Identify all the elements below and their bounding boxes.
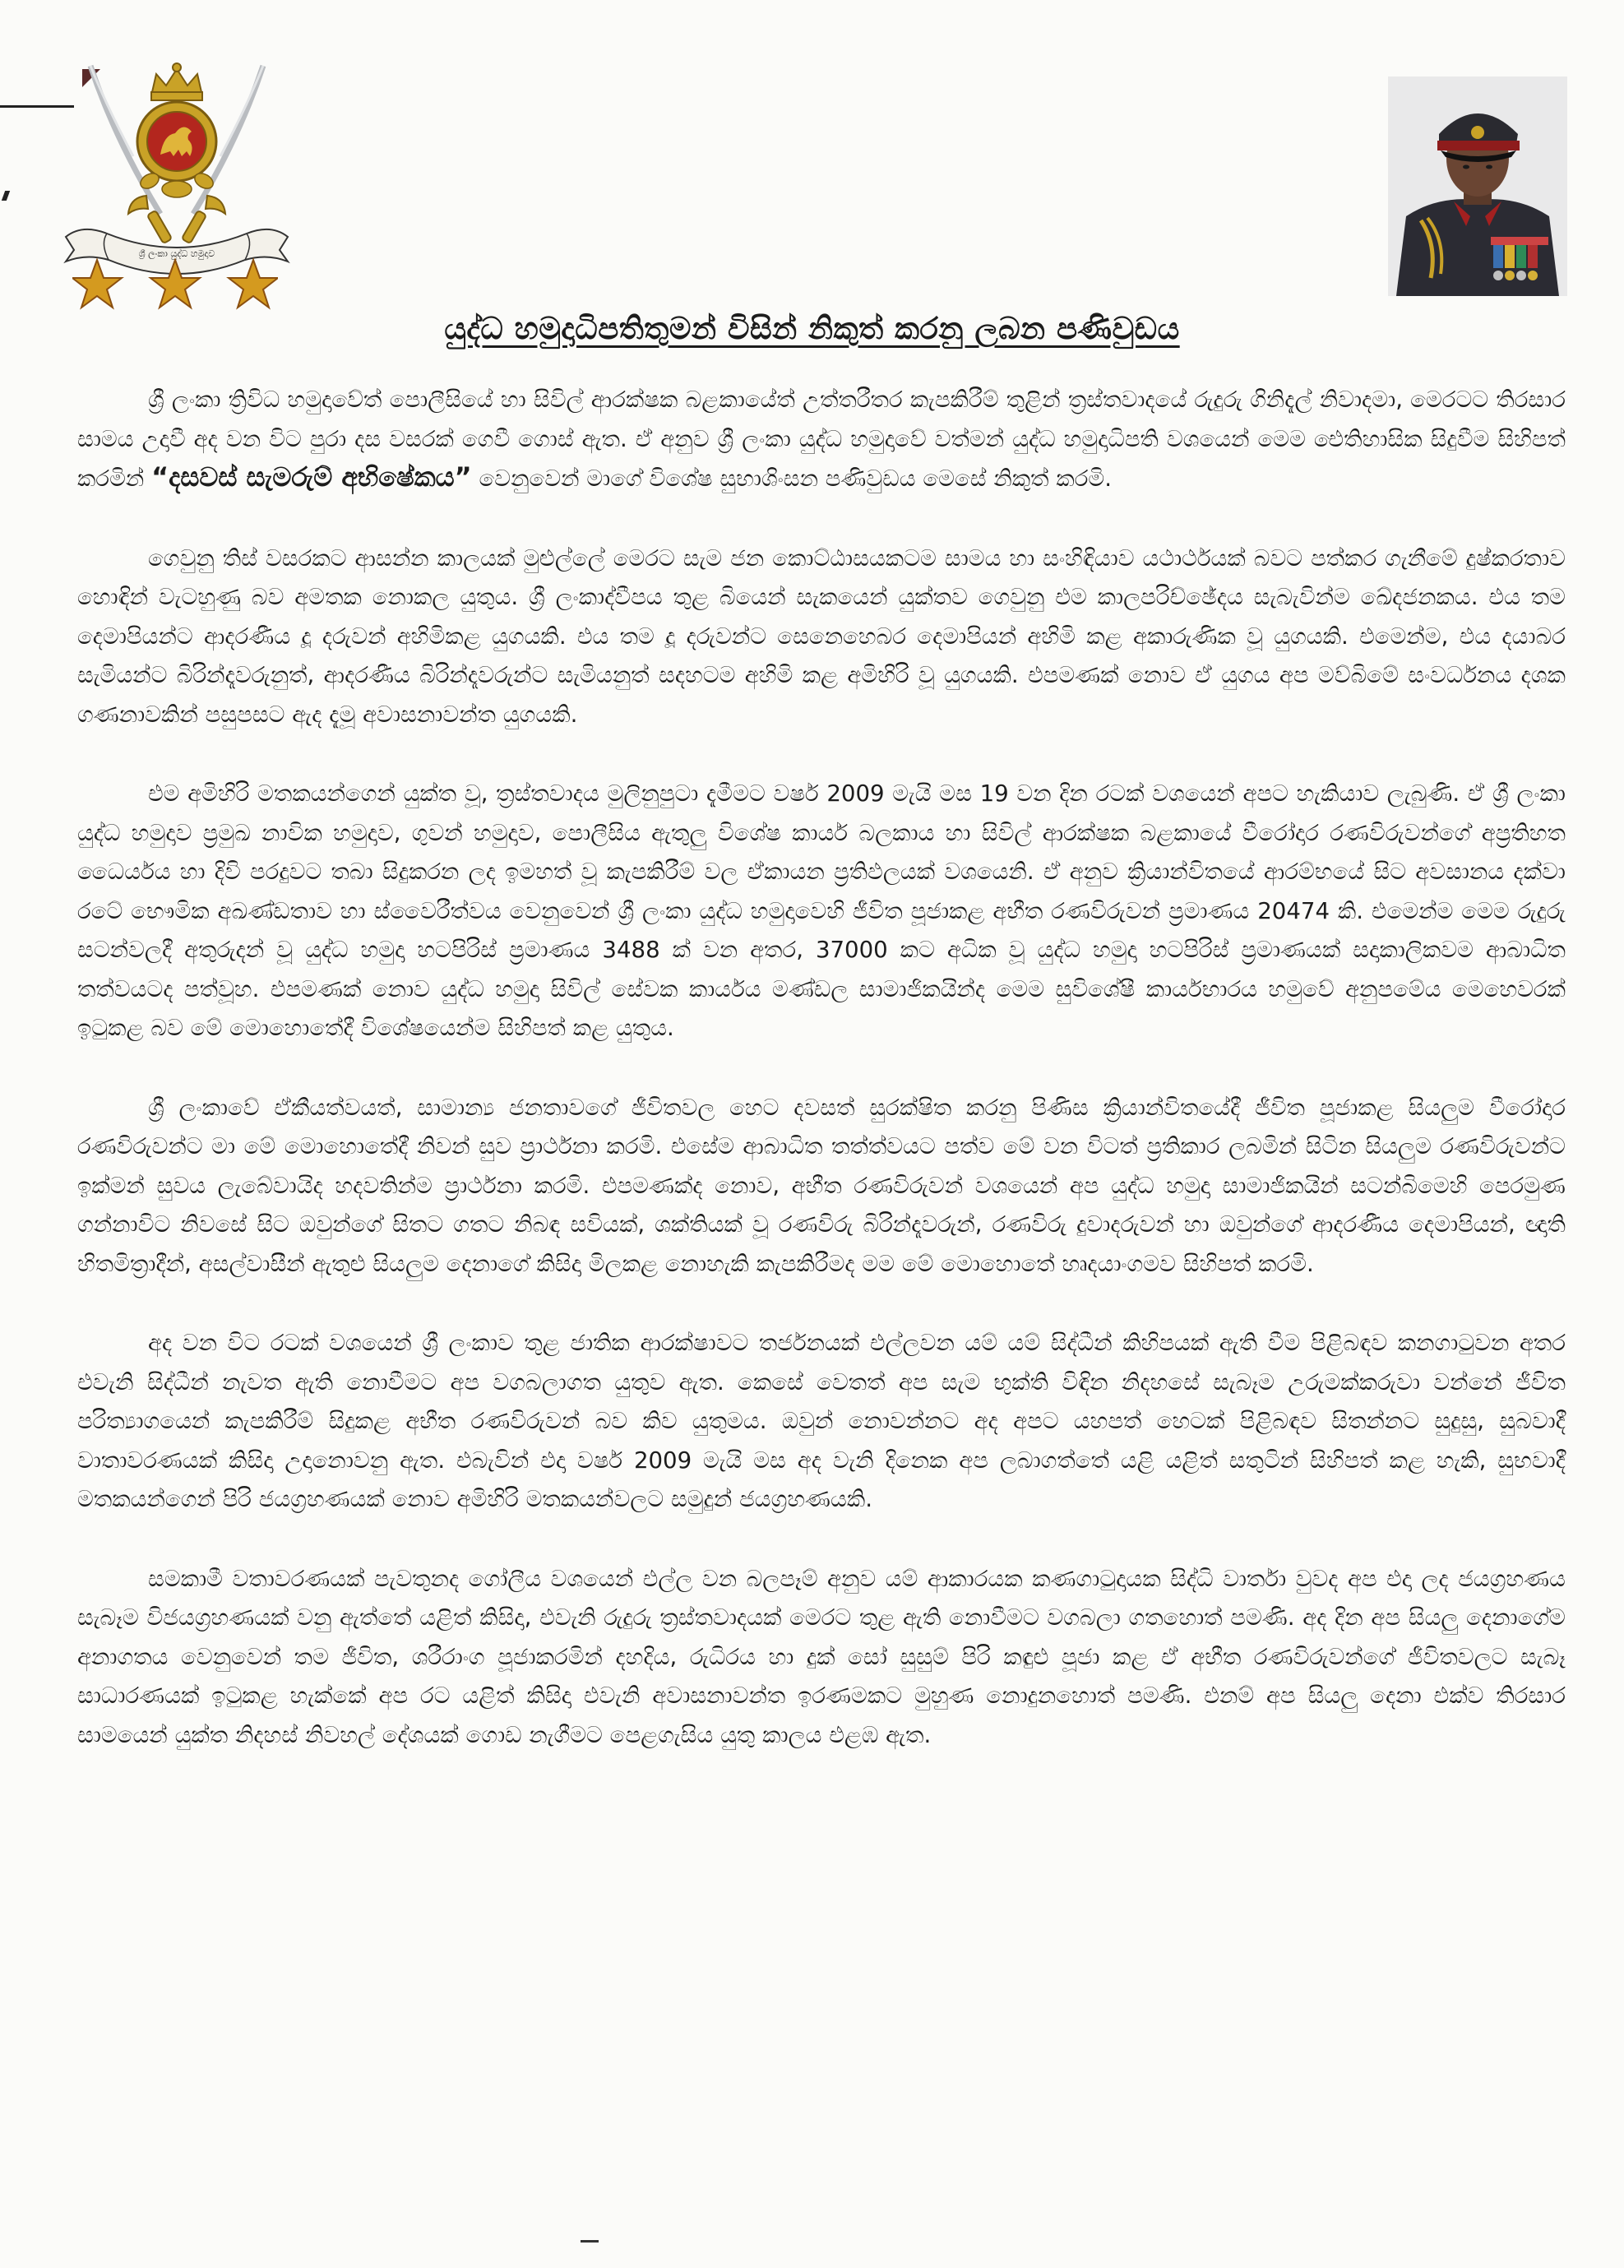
paragraph-6: සමකාමී වතාවරණයක් පැවතුනද ගෝලීය වශයෙන් එල්ල වන බලපෑම් අනුව යම් ආකාරයක කණගාටුදායක සිද්ධි වාර්තා වුවද අප එදා ලද ජයග්‍රහණය සැබෑම විජයග්‍රහණයක් වනු ඇත්තේ යළිත් කිසිදා, එවැනි රුදුරු ත්‍රස්තවාදයක් මෙරට තුළ ඇති නොවීමට වගබලා ගතහොත් පමණි. අද දින අප සියලු දෙනාගේම අනාගතය වෙනුවෙන් තම ජීවිත, ශරීරාංග පූජාකරමින් දහදිය, රුධිරය හා දුක් සෝ සුසුම් පිරි කඳුළු පූජා කළ ඒ අභීත රණවිරුවන්ගේ ජීවිතවලට සැබෑ සාධාරණයක් ඉටුකළ හැක්කේ අප රට යළිත් කිසිදා එවැනි අවාසනාවන්ත ඉරණමකට මුහුණ නොදුනහොත් පමණි. එනම් අප සියලු දෙනා එක්ව තිරසාර සාමයෙන් යුක්ත නිදහස් නිවහල් දේශයක් ගොඩ නැගීමට පෙළගැසිය යුතු කාලය එළඹ ඇත. <box>77 1564 1566 1748</box>
paragraph-4: ශ්‍රී ලංකාවේ ඒකීයත්වයත්, සාමාන්‍ය ජනතාවගේ ජීවිතවල හෙට දවසත් සුරක්ෂිත කරනු පිණිස ක්‍රියාන්විතයේදී ජීවිත පූජාකළ සියලුම වීරෝදාර රණවිරුවන්ට මා මේ මොහොතේදී නිවන් සුව ප්‍රාර්ථනා කරමි. එසේම ආබාධිත තත්ත්වයට පත්ව මේ වන විටත් ප්‍රතිකාර ලබමින් සිටින සියලුම රණවිරුවන්ට ඉක්මන් සුවය ලැබේවායිද හදවතින්ම ප්‍රාර්ථනා කරමි. එපමණක්ද නොව, අභීත රණවිරුවන් වශයෙන් අප යුද්ධ හමුදා සාමාජිකයින් සටන්බිමෙහි පෙරමුණ ගන්නාවිට නිවසේ සිට ඔවුන්ගේ සිතට ගතට නිබඳ සවියක්, ශක්තියක් වූ රණවිරු බිරින්දෑවරුන්, රණවිරු දුවාදරුවන් හා ඔවුන්ගේ ආදරණීය දෙමාපියන්, ඥාති හිතමිත්‍රාදීන්, අසල්වාසීන් ඇතුළු සියලුම දෙනාගේ කිසිදා මිලකළ නොහැකි කැපකිරීමද මම මේ මොහොතේ හෘදයාංගමව සිහිපත් කරමි. <box>77 1093 1566 1277</box>
commander-portrait-photo <box>1388 76 1567 296</box>
paragraph-1-lead: ශ්‍රී ලංකා ත්‍රිවිධ හමුදාවේත් පොලීසියේ හා සිවිල් ආරක්ෂක බළකායේත් උත්තරීතර කැපකිරීම් තුළින් ත්‍රස්තවාදයේ රුදුරු ගිනිදැල් නිවාදමා, මෙරටට තිරසාර සාමය උදාවී අද වන විට පුරා දස වසරක් ගෙවී ගොස් ඇත. ඒ අනුව ශ්‍රී ලංකා යුද්ධ හමුදාවේ වත්මන් යුද්ධ හමුදාධිපති වශයෙන් මෙම ඓතිහාසික සිදුවීම සිහිපත් කරමින් <box>77 386 1566 492</box>
rank-stars <box>72 255 278 312</box>
paragraph-3: එම අමිහිරි මතකයන්ගෙන් යුක්ත වූ, ත්‍රස්තවාදය මුලිනුපුටා දැමීමට වර්ෂ 2009 මැයි මස 19 වන දින රටක් වශයෙන් අපට හැකියාව ලැබුණි. ඒ ශ්‍රී ලංකා යුද්ධ හමුදාව ප්‍රමුඛ නාවික හමුදාව, ගුවන් හමුදාව, පොලීසිය ඇතුලු විශේෂ කාර්ය බලකාය හා සිවිල් ආරක්ෂක බළකායේ වීරෝදාර රණවිරුවන්ගේ අප්‍රතිහත ධෛර්යය හා දිවි පරදුවට තබා සිදුකරන ලද ඉමහත් වූ කැපකිරීම් වල ඒකායන ප්‍රතිඵලයක් වශයෙනි. ඒ අනුව ක්‍රියාන්විතයේ ආරම්භයේ සිට අවසානය දක්වා රටේ භෞමික අඛණ්ඩතාව හා ස්වෛරීත්වය වෙනුවෙන් ශ්‍රී ලංකා යුද්ධ හමුදාවෙහි ජීවිත පූජාකළ අභීත රණවිරුවන් ප්‍රමාණය 20474 කි. එමෙන්ම මෙම රුදුරු සටන්වලදී අතුරුදන් වූ යුද්ධ හමුදා හටපිරිස් ප්‍රමාණය 3488 ක් වන අතර, 37000 කට අධික වූ යුද්ධ හමුදා හටපිරිස් ප්‍රමාණයක් සදාකාලිකවම ආබාධිත තත්වයටද පත්වූහ. එපමණක් නොව යුද්ධ හමුදා සිවිල් සේවක කාර්යය මණ්ඩල සාමාජිකයින්ද මෙම සුවිශේෂී කාර්යභාරය හමුවේ අනුපමේය මෙහෙවරක් ඉටුකළ බව මේ මොහොතේදී විශේෂයෙන්ම සිහිපත් කළ යුතුය. <box>77 780 1566 1041</box>
star-icon <box>150 260 200 308</box>
paragraph-1 <box>77 380 1566 498</box>
star-icon <box>229 260 278 308</box>
crest-motto-text: ශ්‍රී ලංකා යුද්ධ හමුදාව <box>138 248 215 259</box>
page-title-text: යුද්ධ හමුදාධිපතිතුමන් විසින් නිකුත් කරනු ලබන පණිවුඩය <box>444 311 1180 346</box>
message-body <box>77 380 1566 1794</box>
paragraph-5: අද වන විට රටක් වශයෙන් ශ්‍රී ලංකාව තුළ ජාතික ආරක්ෂාවට තර්ජනයක් එල්ලවන යම් යම් සිද්ධීන් කිහිපයක් ඇති වීම පිළිබඳව කනගාටුවන අතර එවැනි සිද්ධීන් නැවත ඇති නොවීමට අප වගබලාගත යුතුව ඇත. කෙසේ වෙතත් අප සැම භුක්ති විඳින නිදහසේ සැබෑම උරුමක්කරුවා වන්නේ ජීවිත පරිත්‍යාගයෙන් කැපකිරීම් සිදුකළ අභීත රණවිරුවන් බව කිව යුතුමය. ඔවුන් නොවන්නට අද අපට යහපත් හෙටක් පිළිබඳව සිතන්නට සුදුසු, සුබවාදී වාතාවරණයක් කිසිදා උදානොවනු ඇත. එබැවින් එදා වර්ෂ 2009 මැයි මස අද වැනි දිනෙක අප ලබාගත්තේ යළි යළිත් සතුටින් සිහිපත් කළ හැකි, සුභවාදී මතකයන්ගෙන් පිරි ජයග්‍රහණයක් නොව අමිහිරි මතකයන්වලට සමුදුන් ජයග්‍රහණයකි. <box>77 1329 1566 1512</box>
paragraph-2: ගෙවුනු තිස් වසරකට ආසන්න කාලයක් මුළුල්ලේ මෙරට සැම ජන කොට්ඨාසයකටම සාමය හා සංහිඳියාව යථාර්ථයක් බවට පත්කර ගැනීමේ දුෂ්කරතාව හොඳින් වැටහුණු බව අමතක නොකල යුතුය. ශ්‍රී ලංකාද්වීපය තුළ බියෙන් සැකයෙන් යුක්තව ගෙවුනු එම කාලපරිච්ඡේදය සැබැවින්ම ඛේදජනකය. එය තම දෙමාපියන්ට ආදරණීය දූ දරුවන් අහිමිකළ යුගයකි. එය තම දූ දරුවන්ට සෙනෙහෙබර දෙමාපියන් අහිමි කළ අකාරුණික වූ යුගයකි. එමෙන්ම, එය දයාබර සැමියන්ට බිරින්දෑවරුනුත්, ආදරණීය බිරින්දෑවරුන්ට සැමියනුත් සදහටම අහිමි කළ අමිහිරි වූ යුගයකි. එපමණක් නොව ඒ යුගය අප මව්බිමේ සංවර්ධනය දශක ගණනාවකින් පසුපසට ඇද දැමූ අවාසනාවන්ත යුගයකි. <box>77 544 1566 728</box>
star-icon <box>72 260 122 308</box>
scan-artifact-dot <box>581 2240 599 2243</box>
paragraph-1-emphasis: “දසවස් සැමරුම් අභිෂේකය” <box>151 461 472 493</box>
paragraph-1-tail: වෙනුවෙන් මාගේ විශේෂ සුභාශිංසන පණිවුඩය මෙසේ නිකුත් කරමි. <box>471 465 1113 492</box>
scan-artifact-tick <box>2 191 10 201</box>
page-title <box>0 311 1624 347</box>
